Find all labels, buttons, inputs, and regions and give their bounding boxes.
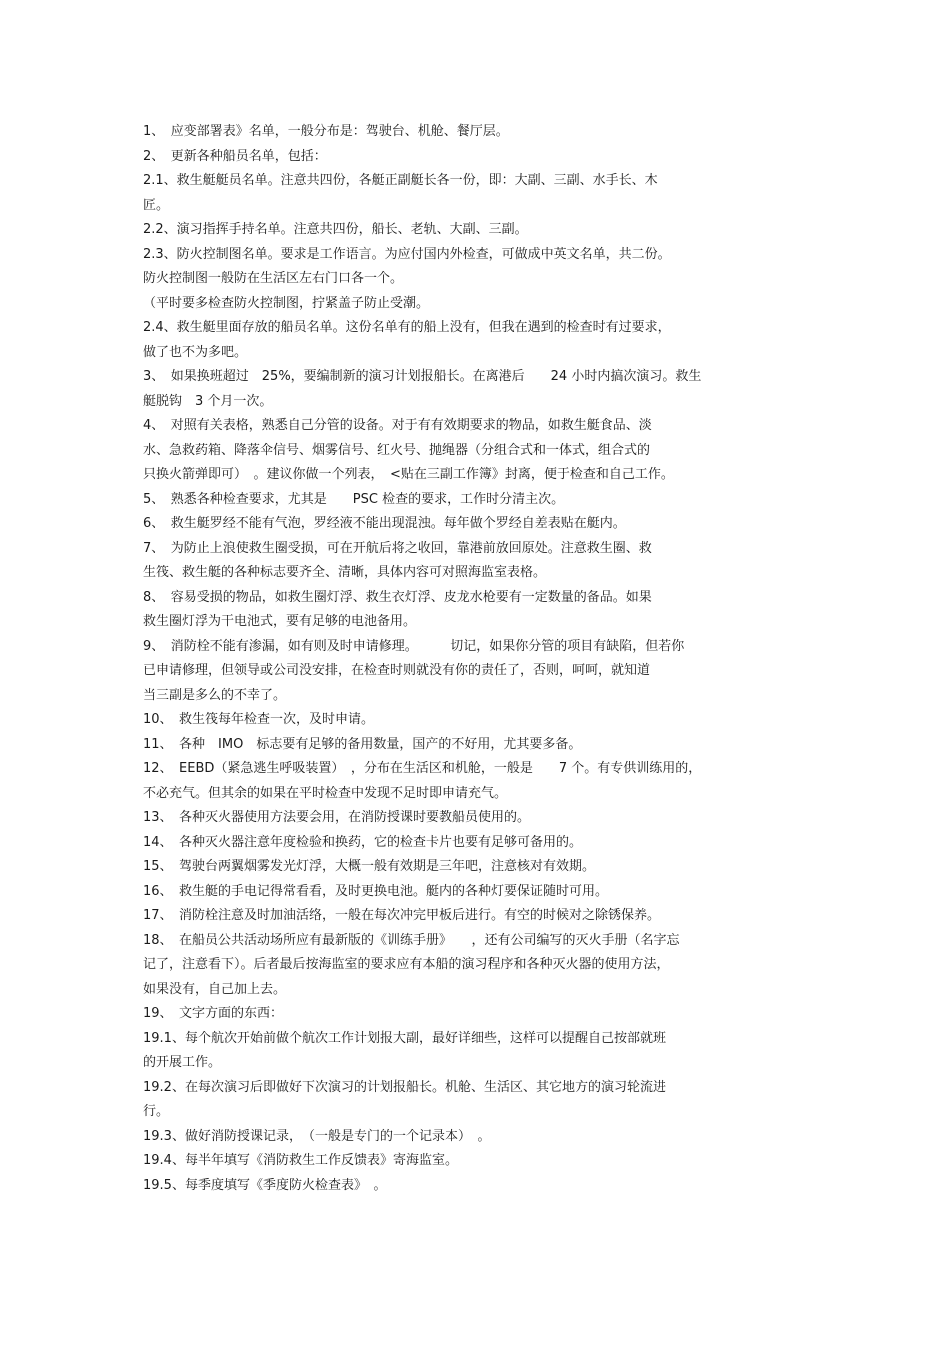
text-line: 只换火箭弹即可） 。建议你做一个列表， <贴在三副工作簿》封离，便于检查和自己工作。 [143,467,674,482]
text-line: 19.2、在每次演习后即做好下次演习的计划报船长。机舱、生活区、其它地方的演习轮流进 [143,1079,666,1095]
text-line: 10、 救生筏每年检查一次，及时申请。 [143,712,375,727]
document-body [143,120,803,1198]
text-line: 2、 更新各种船员名单，包括： [143,148,327,164]
text-line: 19.3、做好消防授课记录， （一般是专门的一个记录本） 。 [143,1128,491,1144]
text-line: 2.2、演习指挥手持名单。注意共四份，船长、老轨、大副、三副。 [143,222,528,237]
text-line: 2.1、救生艇艇员名单。注意共四份，各艇正副艇长各一份，即：大副、三副、水手长、木 [143,173,658,188]
text-line: 16、 救生艇的手电记得常看看，及时更换电池。艇内的各种灯要保证随时可用。 [143,883,609,899]
text-line: 19、 文字方面的东西： [143,1006,284,1021]
text-line: 15、 驾驶台两翼烟雾发光灯浮，大概一般有效期是三年吧，注意核对有效期。 [143,859,596,874]
text-line: 救生圈灯浮为干电池式，要有足够的电池备用。 [143,614,417,629]
text-line: 19.4、每半年填写《消防救生工作反馈表》寄海监室。 [143,1153,458,1168]
text-line: 3、 如果换班超过 25%，要编制新的演习计划报船长。在离港后 24 小时内搞次演习。救生 [143,369,702,384]
text-line: 匠。 [143,197,170,213]
text-line: 4、 对照有关表格，熟悉自己分管的设备。对于有有效期要求的物品，如救生艇食品、淡 [143,418,652,433]
text-line: 9、 消防栓不能有渗漏，如有则及时申请修理。 切记，如果你分管的项目有缺陷，但若你 [143,638,685,654]
text-line: 不必充气。但其余的如果在平时检查中发现不足时即申请充气。 [143,785,508,801]
text-line: 11、 各种 IMO 标志要有足够的备用数量，国产的不好用，尤其要多备。 [143,736,582,752]
text-line: 1、 应变部署表》名单，一般分布是：驾驶台、机舱、餐厅层。 [143,124,509,139]
text-line: 8、 容易受损的物品，如救生圈灯浮、救生衣灯浮、皮龙水枪要有一定数量的备品。如果 [143,589,652,605]
text-line: 艇脱钩 3 个月一次。 [143,393,273,409]
text-line: 14、 各种灭火器注意年度检验和换药，它的检查卡片也要有足够可备用的。 [143,834,583,850]
text-line: 2.3、防火控制图名单。要求是工作语言。为应付国内外检查，可做成中英文名单，共二份。 [143,246,671,262]
text-line: 做了也不为多吧。 [143,344,248,360]
text-line: 行。 [143,1104,170,1119]
text-line: 18、 在船员公共活动场所应有最新版的《训练手册》 ，还有公司编写的灭火手册（名字忘 [143,932,680,948]
text-line: 生筏、救生艇的各种标志要齐全、清晰，具体内容可对照海监室表格。 [143,565,547,580]
text-line: 如果没有，自己加上去。 [143,981,287,997]
text-line: 19.1、每个航次开始前做个航次工作计划报大副，最好详细些，这样可以提醒自己按部就班 [143,1030,666,1046]
text-line: 6、 救生艇罗经不能有气泡，罗经液不能出现混浊。每年做个罗经自差表贴在艇内。 [143,516,626,531]
text-line: 12、 EEBD（紧急逃生呼吸装置） ，分布在生活区和机舱，一般是 7 个。有专供训练用的， [143,761,702,776]
text-line: 记了，注意看下）。后者最后按海监室的要求应有本船的演习程序和各种灭火器的使用方法， [143,957,670,972]
text-line: 13、 各种灭火器使用方法要会用，在消防授课时要教船员使用的。 [143,810,531,825]
text-line: 已申请修理，但领导或公司没安排，在检查时则就没有你的责任了，否则，呵呵，就知道 [143,663,651,678]
text-line: 19.5、每季度填写《季度防火检查表》 。 [143,1177,387,1193]
text-line: 防火控制图一般防在生活区左右门口各一个。 [143,271,404,286]
text-line: （平时要多检查防火控制图，拧紧盖子防止受潮。 [143,295,430,311]
text-line: 7、 为防止上浪使救生圈受损，可在开航后将之收回，靠港前放回原处。注意救生圈、救 [143,540,652,556]
text-line: 当三副是多么的不幸了。 [143,687,287,703]
text-line: 水、急救药箱、降落伞信号、烟雾信号、红火号、抛绳器（分组合式和一体式，组合式的 [143,442,651,458]
text-line: 2.4、救生艇里面存放的船员名单。这份名单有的船上没有，但我在遇到的检查时有过要求， [143,320,671,335]
text-line: 的开展工作。 [143,1055,222,1070]
text-line: 17、 消防栓注意及时加油活络，一般在每次冲完甲板后进行。有空的时候对之除锈保养。 [143,908,661,923]
text-line: 5、 熟悉各种检查要求，尤其是 PSC 检查的要求，工作时分清主次。 [143,491,565,507]
